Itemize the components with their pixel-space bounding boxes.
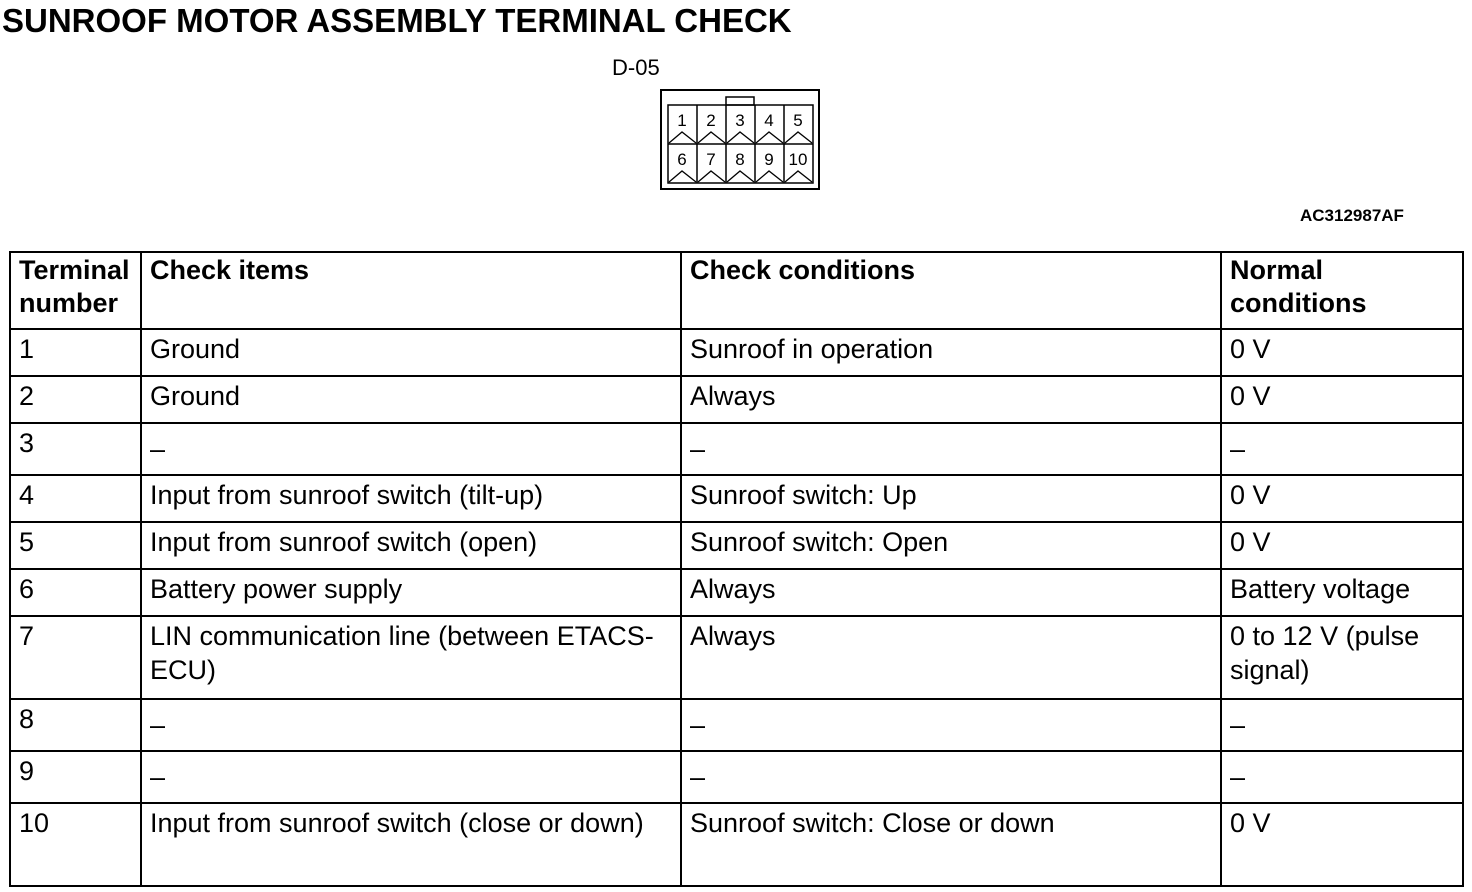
connector-label: D-05 [612,55,660,80]
check-condition-cell: Sunroof switch: Open [681,522,1221,569]
check-condition-cell-wrap [681,751,1221,803]
check-item-cell: Input from sunroof switch (open) [141,522,681,569]
table-row [10,522,1463,569]
table-row [10,699,1463,751]
header-terminal-number: Terminal number [10,252,141,329]
normal-condition-cell: Battery voltage [1221,569,1463,616]
pin-label: 10 [788,150,808,169]
check-item-cell: Ground [141,329,681,376]
table-row [10,803,1463,886]
check-item-cell-wrap [141,751,681,803]
header-normal-conditions: Normal conditions [1221,252,1463,329]
table-row [10,751,1463,803]
check-item-cell-wrap [141,699,681,751]
header-check-conditions: Check conditions [681,252,1221,329]
table-row [10,376,1463,423]
terminal-cell: 3 [10,423,141,475]
check-item-cell: LIN communication line (between ETACS-ECU) [141,616,681,699]
terminal-cell: 6 [10,569,141,616]
normal-condition-cell: 0 V [1221,803,1463,886]
check-item-cell: – [150,710,166,740]
terminal-cell: 4 [10,475,141,522]
pin-label: 8 [735,150,745,169]
check-condition-cell: – [690,434,706,464]
terminal-cell: 7 [10,616,141,699]
check-item-cell: Input from sunroof switch (tilt-up) [141,475,681,522]
check-condition-cell: – [690,710,706,740]
normal-condition-cell: – [1230,434,1246,464]
terminal-cell: 2 [10,376,141,423]
terminal-cell: 5 [10,522,141,569]
check-item-cell: Battery power supply [141,569,681,616]
normal-condition-cell: 0 V [1221,522,1463,569]
normal-condition-cell: 0 V [1221,329,1463,376]
check-condition-cell: Always [681,616,1221,699]
pin-label: 7 [706,150,716,169]
pin-label: 3 [735,111,745,130]
table-header-row [10,252,1463,329]
table-row [10,475,1463,522]
normal-condition-cell: 0 V [1221,376,1463,423]
check-item-cell-wrap [141,423,681,475]
table-row [10,329,1463,376]
table-row [10,569,1463,616]
check-condition-cell: Sunroof switch: Up [681,475,1221,522]
check-item-cell: – [150,434,166,464]
pin-label: 1 [677,111,687,130]
normal-condition-cell-wrap [1221,699,1463,751]
check-condition-cell: Sunroof in operation [681,329,1221,376]
pin-label: 4 [764,111,774,130]
header-check-items: Check items [141,252,681,329]
check-condition-cell-wrap [681,699,1221,751]
normal-condition-cell-wrap [1221,423,1463,475]
check-item-cell: Input from sunroof switch (close or down) [141,803,681,886]
check-condition-cell-wrap [681,423,1221,475]
pin-label: 5 [793,111,803,130]
table-row [10,423,1463,475]
check-condition-cell: – [690,762,706,792]
check-condition-cell: Always [681,376,1221,423]
terminal-cell: 9 [10,751,141,803]
normal-condition-cell-wrap [1221,751,1463,803]
terminal-cell: 1 [10,329,141,376]
figure-code: AC312987AF [1300,206,1404,225]
terminal-check-table [9,251,1464,887]
normal-condition-cell: 0 to 12 V (pulse signal) [1221,616,1463,699]
pin-label: 6 [677,150,687,169]
terminal-cell: 8 [10,699,141,751]
connector-diagram [660,89,820,190]
page-title: SUNROOF MOTOR ASSEMBLY TERMINAL CHECK [2,2,792,39]
normal-condition-cell: – [1230,762,1246,792]
check-item-cell: Ground [141,376,681,423]
table-row [10,616,1463,699]
pin-label: 2 [706,111,716,130]
normal-condition-cell: – [1230,710,1246,740]
check-condition-cell: Always [681,569,1221,616]
check-item-cell: – [150,762,166,792]
terminal-cell: 10 [10,803,141,886]
check-condition-cell: Sunroof switch: Close or down [681,803,1221,886]
pin-label: 9 [764,150,774,169]
normal-condition-cell: 0 V [1221,475,1463,522]
